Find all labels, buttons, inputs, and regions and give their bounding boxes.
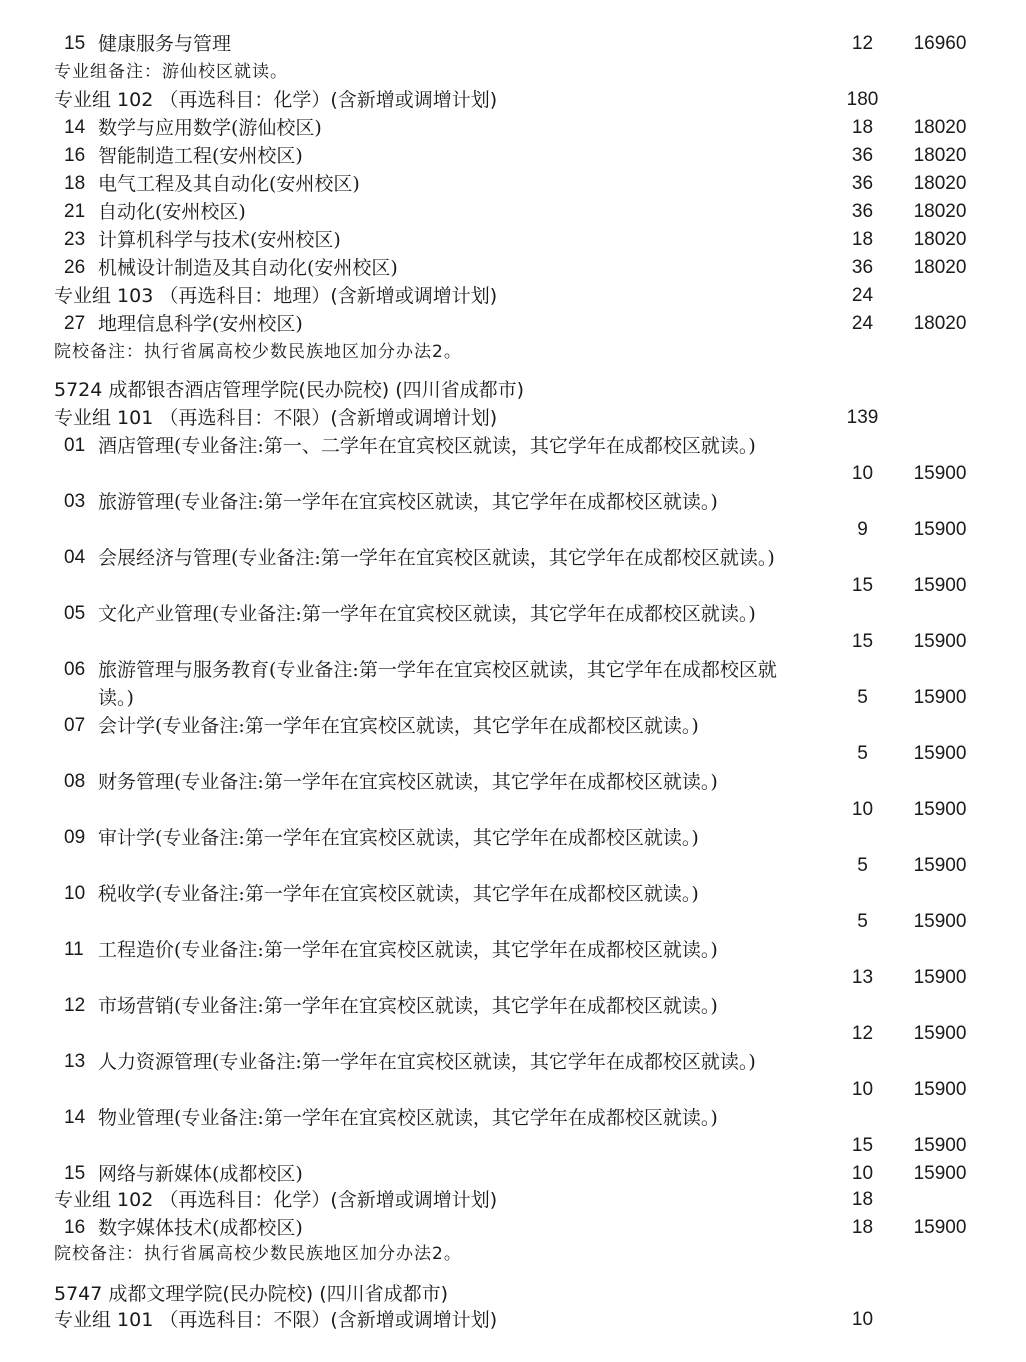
group-heading: 专业组 101 （再选科目：不限）(含新增或调增计划): [54, 1309, 498, 1331]
tuition-fee: 18020: [913, 117, 967, 138]
plan-count: 13: [851, 967, 874, 988]
plan-count: 5: [857, 911, 868, 932]
major-code: 14: [64, 1107, 86, 1128]
plan-count: 12: [851, 33, 874, 54]
major-code: 16: [64, 1217, 86, 1238]
group-count: 18: [851, 1189, 874, 1210]
plan-count: 36: [851, 173, 874, 194]
major-name: 地理信息科学(安州校区): [98, 313, 303, 335]
group-count: 24: [851, 285, 874, 306]
plan-count: 5: [857, 855, 868, 876]
group-heading: 专业组 102 （再选科目：化学）(含新增或调增计划): [54, 1189, 498, 1211]
table-row: [0, 656, 1026, 712]
plan-count: 15: [851, 575, 874, 596]
tuition-fee: 15900: [913, 687, 967, 708]
tuition-fee: 15900: [913, 631, 967, 652]
table-row: [0, 488, 1026, 544]
major-code: 01: [64, 435, 86, 456]
plan-count: 10: [851, 463, 874, 484]
major-code: 26: [64, 257, 86, 278]
major-name: 网络与新媒体(成都校区): [98, 1163, 303, 1185]
school-note: 院校备注：执行省属高校少数民族地区加分办法2。: [54, 1244, 462, 1264]
group-count: 10: [851, 1309, 874, 1330]
tuition-fee: 15900: [913, 1217, 967, 1238]
tuition-fee: 15900: [913, 1079, 967, 1100]
table-row: [0, 712, 1026, 768]
table-row: [0, 824, 1026, 880]
tuition-fee: 15900: [913, 1023, 967, 1044]
major-code: 27: [64, 313, 86, 334]
table-row: [0, 768, 1026, 824]
major-name: 税收学(专业备注:第一学年在宜宾校区就读，其它学年在成都校区就读。): [98, 883, 699, 905]
major-name: 旅游管理与服务教育(专业备注:第一学年在宜宾校区就读，其它学年在成都校区就读。): [98, 659, 777, 709]
plan-count: 36: [851, 201, 874, 222]
major-code: 15: [64, 33, 86, 54]
school-heading: 5724 成都银杏酒店管理学院(民办院校) (四川省成都市): [54, 379, 525, 401]
major-code: 06: [64, 659, 86, 680]
major-code: 09: [64, 827, 86, 848]
school-heading: 5747 成都文理学院(民办院校) (四川省成都市): [54, 1283, 449, 1305]
tuition-fee: 15900: [913, 463, 967, 484]
major-name: 物业管理(专业备注:第一学年在宜宾校区就读，其它学年在成都校区就读。): [98, 1107, 718, 1129]
group-note: 专业组备注：游仙校区就读。: [54, 62, 288, 82]
plan-count: 18: [851, 1217, 874, 1238]
major-name: 旅游管理(专业备注:第一学年在宜宾校区就读，其它学年在成都校区就读。): [98, 491, 718, 513]
tuition-fee: 18020: [913, 201, 967, 222]
school-note: 院校备注：执行省属高校少数民族地区加分办法2。: [54, 342, 462, 362]
plan-count: 5: [857, 687, 868, 708]
major-code: 15: [64, 1163, 86, 1184]
tuition-fee: 18020: [913, 229, 967, 250]
plan-count: 10: [851, 1163, 874, 1184]
table-row: [0, 992, 1026, 1048]
group-heading: 专业组 102 （再选科目：化学）(含新增或调增计划): [54, 89, 498, 111]
major-name: 数学与应用数学(游仙校区): [98, 117, 322, 139]
tuition-fee: 15900: [913, 911, 967, 932]
major-name: 会展经济与管理(专业备注:第一学年在宜宾校区就读，其它学年在成都校区就读。): [98, 547, 775, 569]
major-code: 10: [64, 883, 86, 904]
plan-count: 24: [851, 313, 874, 334]
major-name: 财务管理(专业备注:第一学年在宜宾校区就读，其它学年在成都校区就读。): [98, 771, 718, 793]
major-code: 11: [64, 939, 84, 960]
major-code: 08: [64, 771, 86, 792]
tuition-fee: 15900: [913, 743, 967, 764]
major-code: 13: [64, 1051, 86, 1072]
group-heading: 专业组 101 （再选科目：不限）(含新增或调增计划): [54, 407, 498, 429]
tuition-fee: 15900: [913, 1135, 967, 1156]
major-name: 机械设计制造及其自动化(安州校区): [98, 257, 398, 279]
major-code: 23: [64, 229, 86, 250]
major-name: 人力资源管理(专业备注:第一学年在宜宾校区就读，其它学年在成都校区就读。): [98, 1051, 756, 1073]
major-code: 21: [64, 201, 86, 222]
tuition-fee: 18020: [913, 257, 967, 278]
plan-count: 15: [851, 631, 874, 652]
major-name: 智能制造工程(安州校区): [98, 145, 303, 167]
table-row: [0, 432, 1026, 488]
major-code: 18: [64, 173, 86, 194]
plan-count: 36: [851, 257, 874, 278]
table-row: [0, 936, 1026, 992]
plan-count: 9: [857, 519, 868, 540]
major-name: 会计学(专业备注:第一学年在宜宾校区就读，其它学年在成都校区就读。): [98, 715, 699, 737]
table-row: [0, 600, 1026, 656]
tuition-fee: 18020: [913, 173, 967, 194]
table-row: [0, 1048, 1026, 1104]
major-name: 审计学(专业备注:第一学年在宜宾校区就读，其它学年在成都校区就读。): [98, 827, 699, 849]
group-heading: 专业组 103 （再选科目：地理）(含新增或调增计划): [54, 285, 498, 307]
plan-count: 10: [851, 1079, 874, 1100]
plan-count: 10: [851, 799, 874, 820]
tuition-fee: 15900: [913, 855, 967, 876]
major-code: 16: [64, 145, 86, 166]
major-name: 酒店管理(专业备注:第一、二学年在宜宾校区就读，其它学年在成都校区就读。): [98, 435, 756, 457]
group-count: 139: [846, 407, 879, 428]
plan-count: 5: [857, 743, 868, 764]
major-name: 健康服务与管理: [98, 33, 232, 55]
tuition-fee: 15900: [913, 519, 967, 540]
plan-count: 18: [851, 229, 874, 250]
table-row: [0, 1104, 1026, 1160]
major-code: 07: [64, 715, 86, 736]
major-name: 计算机科学与技术(安州校区): [98, 229, 341, 251]
tuition-fee: 15900: [913, 1163, 967, 1184]
table-row: [0, 880, 1026, 936]
tuition-fee: 18020: [913, 145, 967, 166]
group-count: 180: [846, 89, 879, 110]
tuition-fee: 16960: [913, 33, 967, 54]
plan-count: 36: [851, 145, 874, 166]
major-name: 文化产业管理(专业备注:第一学年在宜宾校区就读，其它学年在成都校区就读。): [98, 603, 756, 625]
table-row: [0, 544, 1026, 600]
tuition-fee: 15900: [913, 967, 967, 988]
major-code: 04: [64, 547, 86, 568]
tuition-fee: 18020: [913, 313, 967, 334]
plan-count: 18: [851, 117, 874, 138]
tuition-fee: 15900: [913, 799, 967, 820]
major-name: 市场营销(专业备注:第一学年在宜宾校区就读，其它学年在成都校区就读。): [98, 995, 718, 1017]
major-name: 数字媒体技术(成都校区): [98, 1217, 303, 1239]
major-code: 05: [64, 603, 86, 624]
major-code: 14: [64, 117, 86, 138]
major-code: 12: [64, 995, 86, 1016]
major-name: 电气工程及其自动化(安州校区): [98, 173, 360, 195]
plan-count: 15: [851, 1135, 874, 1156]
major-name: 自动化(安州校区): [98, 201, 246, 223]
plan-count: 12: [851, 1023, 874, 1044]
major-code: 03: [64, 491, 86, 512]
tuition-fee: 15900: [913, 575, 967, 596]
major-name: 工程造价(专业备注:第一学年在宜宾校区就读，其它学年在成都校区就读。): [98, 939, 718, 961]
